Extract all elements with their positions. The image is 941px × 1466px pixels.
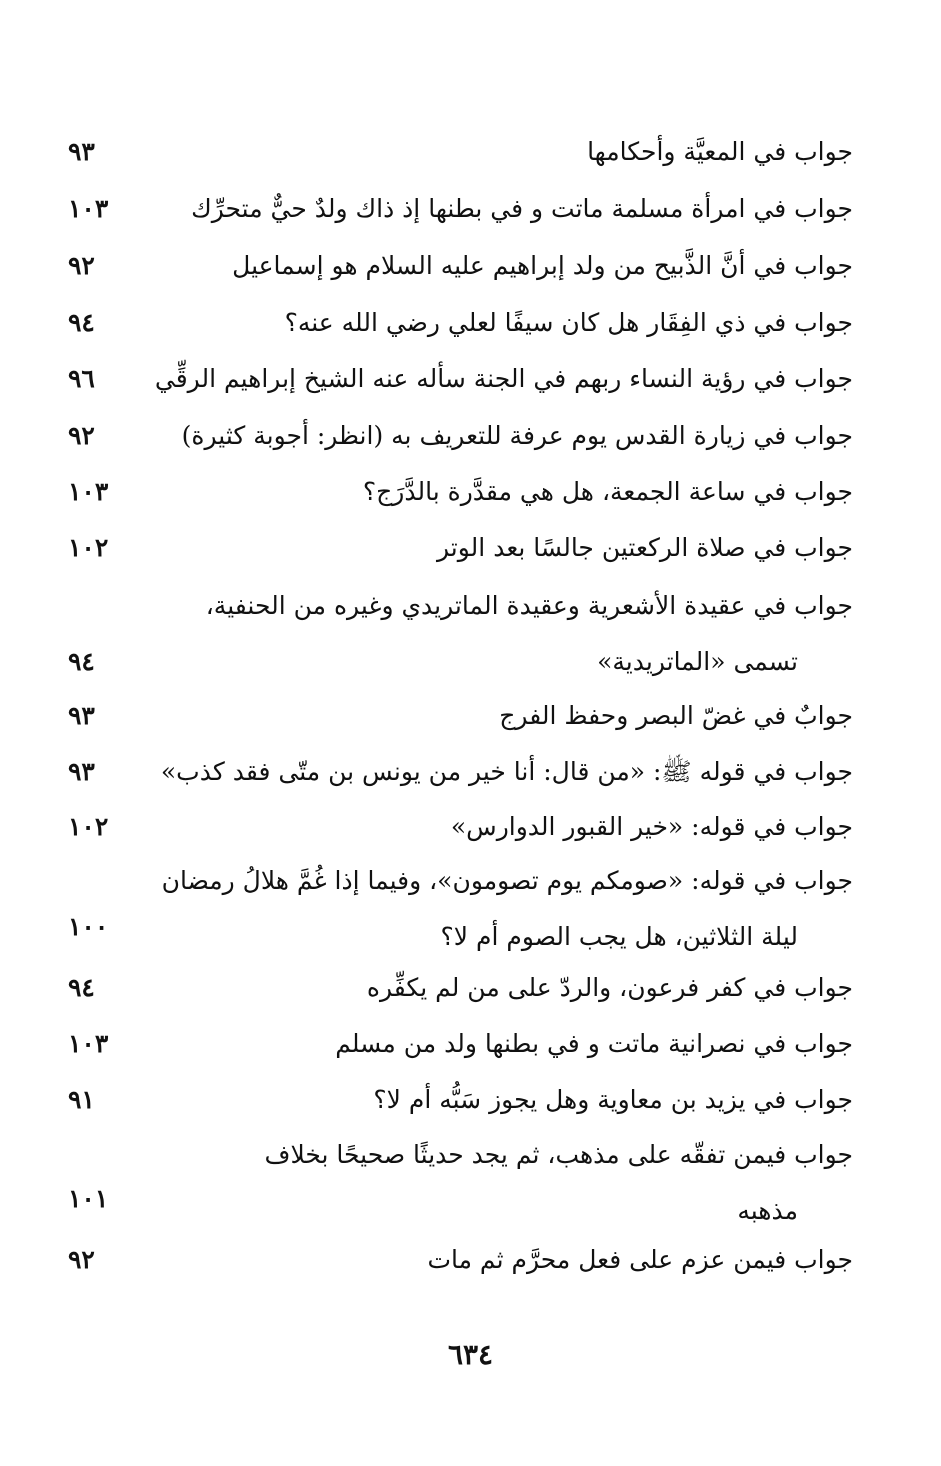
entry-page-number: ١٠١: [68, 1184, 109, 1213]
entry-page-number: ١٠٠: [68, 912, 109, 941]
entry-text-continuation: مذهبه: [737, 1196, 798, 1225]
entry-text: جواب في قوله: «خير القبور الدوارس»: [450, 812, 853, 841]
entry-page-number: ٩٤: [68, 647, 95, 676]
entry-page-number: ١٠٣: [68, 1029, 109, 1058]
entry-page-number: ٩٤: [68, 308, 95, 337]
entry-text: جواب في امرأة مسلمة ماتت و في بطنها إذ ذاك ولدٌ حيٌّ متحرِّك: [191, 194, 853, 223]
entry-text: جواب في ذي الفِقَار هل كان سيفًا لعلي رضي الله عنه؟: [284, 308, 853, 337]
entry-page-number: ٩٢: [68, 1245, 95, 1274]
entry-page-number: ١٠٣: [68, 477, 109, 506]
entry-text-continuation: تسمى «الماتريدية»: [597, 647, 798, 676]
entry-page-number: ١٠٢: [68, 533, 109, 562]
entry-page-number: ٩٣: [68, 757, 95, 786]
entry-page-number: ٩٣: [68, 137, 95, 166]
entry-text: جواب فيمن عزم على فعل محرَّم ثم مات: [427, 1245, 853, 1274]
entry-text: جواب في رؤية النساء ربهم في الجنة سأله عنه الشيخ إبراهيم الرقِّي: [154, 364, 853, 393]
entry-text: جواب في قوله: «صومكم يوم تصومون»، وفيما إذا غُمَّ هلالُ رمضان: [161, 866, 853, 895]
entry-page-number: ٩١: [68, 1085, 95, 1114]
entry-text-block: [161, 853, 853, 965]
entry-text: جواب في نصرانية ماتت و في بطنها ولد من مسلم: [335, 1029, 853, 1058]
entry-text-block: [188, 1127, 853, 1239]
entry-text: جواب في عقيدة الأشعرية وعقيدة الماتريدي وغيره من الحنفية،: [205, 591, 853, 620]
entry-text: جواب في كفر فرعون، والردّ على من لم يكفِّره: [366, 973, 853, 1002]
entry-text: جواب في صلاة الركعتين جالسًا بعد الوتر: [437, 533, 853, 562]
entry-text: جوابٌ في غضّ البصر وحفظ الفرج: [499, 701, 853, 730]
entry-text: جواب فيمن تفقّه على مذهب، ثم يجد حديثًا صحيحًا بخلاف: [264, 1140, 853, 1169]
entry-text-continuation: ليلة الثلاثين، هل يجب الصوم أم لا؟: [440, 922, 798, 951]
page-number: ٦٣٤: [447, 1338, 494, 1371]
entry-page-number: ٩٦: [68, 364, 95, 393]
entry-page-number: ٩٣: [68, 701, 95, 730]
entry-page-number: ١٠٢: [68, 812, 109, 841]
entry-text: جواب في أنَّ الذَّبيح من ولد إبراهيم عليه السلام هو إسماعيل: [232, 251, 853, 280]
entry-text-block: [188, 578, 853, 690]
entry-page-number: ٩٢: [68, 251, 95, 280]
entry-text: جواب في يزيد بن معاوية وهل يجوز سَبُّه أم لا؟: [373, 1085, 853, 1114]
entry-text: جواب في قوله ﷺ: «من قال: أنا خير من يونس بن متّى فقد كذب»: [160, 757, 853, 786]
entry-text: جواب في ساعة الجمعة، هل هي مقدَّرة بالدَّرَج؟: [362, 477, 853, 506]
entry-page-number: ٩٢: [68, 421, 95, 450]
entry-text: جواب في زيارة القدس يوم عرفة للتعريف به (انظر: أجوبة كثيرة): [181, 421, 853, 450]
entry-page-number: ١٠٣: [68, 194, 109, 223]
entry-text: جواب في المعيَّة وأحكامها: [587, 137, 853, 166]
entry-page-number: ٩٤: [68, 973, 95, 1002]
